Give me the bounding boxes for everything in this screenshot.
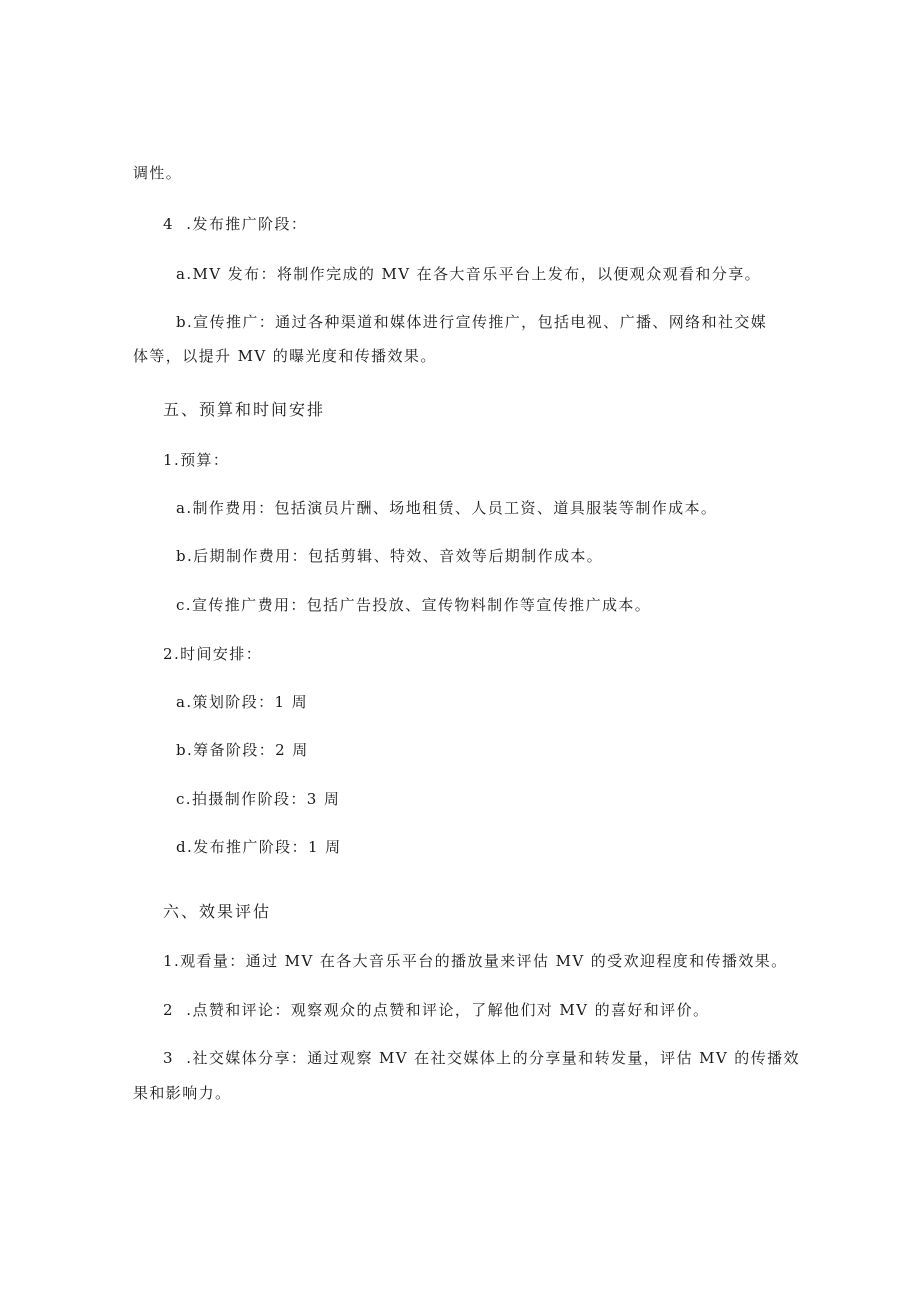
list-item: d.发布推广阶段：1 周	[176, 838, 342, 856]
list-item: a.制作费用：包括演员片酬、场地租赁、人员工资、道具服装等制作成本。	[176, 499, 718, 517]
list-item: a.策划阶段：1 周	[176, 693, 309, 711]
list-item: c.拍摄制作阶段：3 周	[176, 790, 341, 808]
list-item-continuation: 体等，以提升 MV 的曝光度和传播效果。	[133, 347, 437, 365]
section-6-title: 六、效果评估	[163, 902, 272, 921]
list-item: 2 .点赞和评论：观察观众的点赞和评论，了解他们对 MV 的喜好和评价。	[163, 1001, 710, 1019]
paragraph-continuation: 调性。	[133, 164, 183, 182]
section-4-heading: 4 .发布推广阶段：	[163, 215, 308, 233]
list-item: 3 .社交媒体分享：通过观察 MV 在社交媒体上的分享量和转发量，评估 MV 的传播效	[163, 1049, 800, 1067]
list-item: c.宣传推广费用：包括广告投放、宣传物料制作等宣传推广成本。	[176, 596, 652, 614]
list-item: 1.观看量：通过 MV 在各大音乐平台的播放量来评估 MV 的受欢迎程度和传播效果。	[163, 952, 788, 970]
list-item: b.后期制作费用：包括剪辑、特效、音效等后期制作成本。	[176, 547, 604, 565]
budget-heading: 1.预算：	[163, 451, 230, 469]
section-5-title: 五、预算和时间安排	[163, 400, 326, 419]
list-item-continuation: 果和影响力。	[133, 1084, 232, 1102]
schedule-heading: 2.时间安排：	[163, 645, 263, 663]
list-item: b.筹备阶段：2 周	[176, 741, 309, 759]
list-item: b.宣传推广：通过各种渠道和媒体进行宣传推广，包括电视、广播、网络和社交媒	[176, 313, 768, 331]
list-item: a.MV 发布：将制作完成的 MV 在各大音乐平台上发布，以便观众观看和分享。	[176, 265, 762, 283]
